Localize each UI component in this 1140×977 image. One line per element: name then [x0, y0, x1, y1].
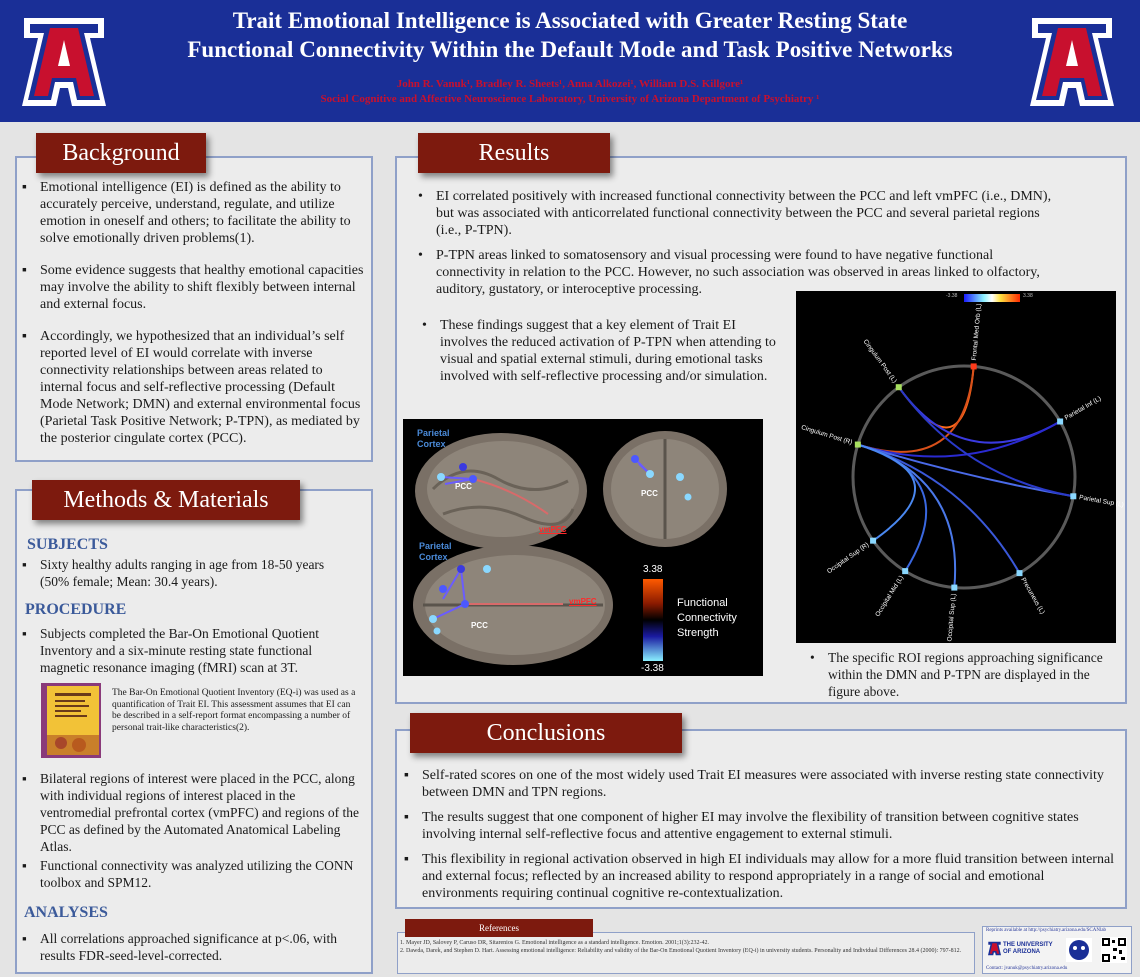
ring-circle [853, 366, 1075, 588]
header-banner [0, 0, 1140, 122]
ring-color-scale [964, 294, 1020, 302]
university-line: THE UNIVERSITY [1003, 942, 1053, 948]
procedure-item: ▪ Subjects completed the Bar-On Emotional Quotient Inventory and a six-minute resting state functional magnetic resonance imaging (fMRI) scan at 3T. [22, 625, 357, 676]
procedure-heading: PROCEDURE [25, 601, 127, 618]
roi-node [1057, 419, 1063, 425]
eqi-note: The Bar-On Emotional Quotient Inventory (EQ-i) was used as a quantification of Trait EI. This assessment assumes that EI can be described in a self-report format encompassing a number of personal trait-like characteristics(2). [112, 688, 356, 733]
wildcat-mascot-icon [1066, 938, 1092, 962]
roi-node-label: Occipital Sup (L) [946, 593, 958, 642]
background-item: ▪ Some evidence suggests that healthy emotional capacities may involve the ability to shift flexibly between internal and external focus. [22, 262, 368, 313]
procedure-item: ▪ Bilateral regions of interest were placed in the PCC, along with individual regions of interest placed in the ventromedial prefrontal cortex (vmPFC) and regions of the PCC as defined by the Automated Anatomical Labeling Atlas. [22, 770, 362, 855]
roi-node [971, 363, 977, 369]
university-wordmark [1003, 942, 1053, 956]
background-item: ▪ Accordingly, we hypothesized that an individual’s self reported level of EI would correlate with inverse connectivity relationships between areas related to internal focus and self-reflective processing (Default Mode Network; DMN) and external environmental focus (Parietal Task Positive Network; P-TPN), as mediated by the posterior cingulate cortex (PCC). [22, 328, 368, 447]
roi-node-label: Frontal Med Orb (L) [970, 303, 983, 361]
results-item: • The specific ROI regions approaching significance within the DMN and P-TPN are displayed in the figure above. [810, 649, 1110, 700]
subjects-heading: SUBJECTS [27, 536, 108, 553]
conclusions-list [404, 767, 1119, 902]
results-item: • P-TPN areas linked to somatosensory and visual processing were found to have negative functional connectivity in relation to the PCC. However, no such association was observed in areas linked to olfactory, auditory, gustatory, or interoceptive processing. [418, 247, 1058, 298]
scale-title [677, 596, 737, 641]
label-cortex: Cortex [419, 552, 448, 562]
qr-code-icon [1101, 937, 1127, 963]
ring-scale-min: -3.38 [946, 293, 958, 299]
results-item: • These findings suggest that a key element of Trait EI involves the reduced activation of P-TPN when attending to visual and spatial external stimuli, during emotional tasks involved with self-reflective processing and/or simulation. [422, 317, 782, 385]
scale-title-line: Connectivity [677, 612, 737, 624]
reference-item: 1. Mayer JD, Salovey P, Caruso DR, Sitarenios G. Emotional intelligence as a standard intelligence. Emotion. 2001;1(3):232-42. [400, 940, 709, 946]
poster-title [140, 6, 1000, 64]
parietal-cortex-label-b [419, 541, 452, 563]
roi-node-label: Occipital Sup (R) [826, 541, 871, 576]
results-list-c [810, 649, 1110, 700]
connectivity-edge [858, 445, 926, 572]
roi-node-label: Precuneus (L) [1019, 576, 1046, 616]
scale-title-line: Strength [677, 627, 719, 639]
methods-heading: Methods & Materials [32, 480, 300, 520]
authors-block [140, 77, 1000, 107]
pcc-label: PCC [455, 482, 472, 491]
reference-item: 2. Dawda, Darek, and Stephen D. Hart. Assessing emotional intelligence: Reliability and validity of the Bar-On Emotional Quotient Inventory (EQ-i) in university students. Personality and Individual Differences 28.4 (2000): 797-812. [400, 947, 962, 954]
vmpfc-label: vmPFC [569, 597, 597, 606]
university-line: OF ARIZONA [1003, 949, 1041, 955]
roi-node [896, 384, 902, 390]
scale-min-label: -3.38 [641, 663, 664, 674]
pcc-label: PCC [641, 489, 658, 498]
ring-scale-max: 3.38 [1023, 293, 1033, 299]
brain-connectivity-figure [403, 419, 763, 676]
procedure-item: ▪ Functional connectivity was analyzed utilizing the CONN toolbox and SPM12. [22, 857, 362, 891]
procedure-list-b [22, 770, 362, 891]
results-list-a [418, 188, 1058, 298]
background-heading: Background [36, 133, 206, 173]
parietal-cortex-label-a [417, 428, 450, 450]
analyses-list [22, 930, 362, 964]
footer-panel [982, 926, 1132, 974]
background-item: ▪ Emotional intelligence (EI) is defined as the ability to accurately perceive, understand, regulate, and utilize emotion in oneself and others; to facilitate the ability to solve emotionally driven problems(1). [22, 179, 368, 247]
roi-node [951, 585, 957, 591]
scale-max-label: 3.38 [643, 564, 663, 575]
references-list [400, 940, 970, 955]
results-heading: Results [418, 133, 610, 173]
roi-node-label: Parietal Inf (L) [1063, 395, 1103, 422]
title-line-1: Trait Emotional Intelligence is Associated with Greater Resting State [232, 8, 908, 33]
roi-node-label: Occipital Mid (L) [874, 574, 906, 619]
roi-node-label: Cingulum Post (L) [861, 338, 898, 385]
roi-node [855, 442, 861, 448]
subjects-list [22, 556, 352, 590]
roi-connectivity-ring-figure [796, 291, 1125, 643]
eqi-book-cover-image [41, 683, 101, 758]
reprints-link[interactable]: Reprints available at http://psychiatry.arizona.edu/SCANlab [986, 928, 1107, 933]
references-heading: References [405, 919, 593, 937]
author-list: John R. Vanuk¹, Bradley R. Sheets¹, Anna Alkozei¹, William D.S. Killgore¹ [396, 78, 744, 90]
roi-node-label: Cingulum Post (R) [800, 424, 854, 447]
roi-node-label: Parietal Sup (L) [1078, 494, 1125, 509]
contact-email[interactable]: Contact: jvanuk@psychiatry.arizona.edu [986, 966, 1068, 971]
conclusions-item: ▪ The results suggest that one component of higher EI may involve the flexibility of transition between cognitive states involving internal self-reflective focus and attentive engagement to external stimuli. [404, 809, 1119, 843]
results-list-b [422, 317, 782, 385]
affiliation: Social Cognitive and Affective Neuroscience Laboratory, University of Arizona Department of Psychiatry ¹ [320, 93, 820, 105]
connectivity-edge [858, 445, 955, 588]
scale-title-line: Functional [677, 597, 728, 609]
results-item: • EI correlated positively with increased functional connectivity between the PCC and left vmPFC (i.e., DMN), but was associated with anticorrelated functional connectivity between the PCC and several parietal regions (i.e., P-TPN). [418, 188, 1058, 239]
label-parietal: Parietal [417, 428, 450, 438]
conclusions-heading: Conclusions [410, 713, 682, 753]
connectivity-edge [858, 422, 1060, 457]
connectivity-color-scale [643, 579, 663, 661]
pcc-label: PCC [471, 621, 488, 630]
roi-node [870, 538, 876, 544]
analyses-item: ▪ All correlations approached significance at p<.06, with results FDR-seed-level-corrected. [22, 930, 362, 964]
label-parietal: Parietal [419, 541, 452, 551]
subjects-item: ▪ Sixty healthy adults ranging in age from 18-50 years (50% female; Mean: 30.4 years). [22, 556, 352, 590]
roi-node [1070, 493, 1076, 499]
label-cortex: Cortex [417, 439, 446, 449]
vmpfc-label: vmPFC [539, 525, 567, 534]
background-list [22, 179, 368, 447]
procedure-list-a [22, 625, 357, 676]
connectivity-edge [899, 366, 974, 427]
conclusions-item: ▪ Self-rated scores on one of the most widely used Trait EI measures were associated with inverse resting state connectivity between DMN and TPN regions. [404, 767, 1119, 801]
ring-diagram [796, 291, 1125, 643]
conclusions-item: ▪ This flexibility in regional activation observed in high EI individuals may allow for a more fluid transition between internal and external focus; reflected by an increased ability to respond appropriately in a range of social and emotional environments requiring continual cognitive re-contextualization. [404, 851, 1119, 902]
university-a-logo-right [1030, 16, 1114, 108]
analyses-heading: ANALYSES [24, 904, 108, 921]
roi-node [1017, 570, 1023, 576]
roi-node [902, 568, 908, 574]
university-a-logo-left [22, 16, 106, 108]
university-a-mini-logo [988, 941, 1001, 956]
chord-edges [858, 366, 1073, 587]
title-line-2: Functional Connectivity Within the Default Mode and Task Positive Networks [187, 37, 953, 62]
